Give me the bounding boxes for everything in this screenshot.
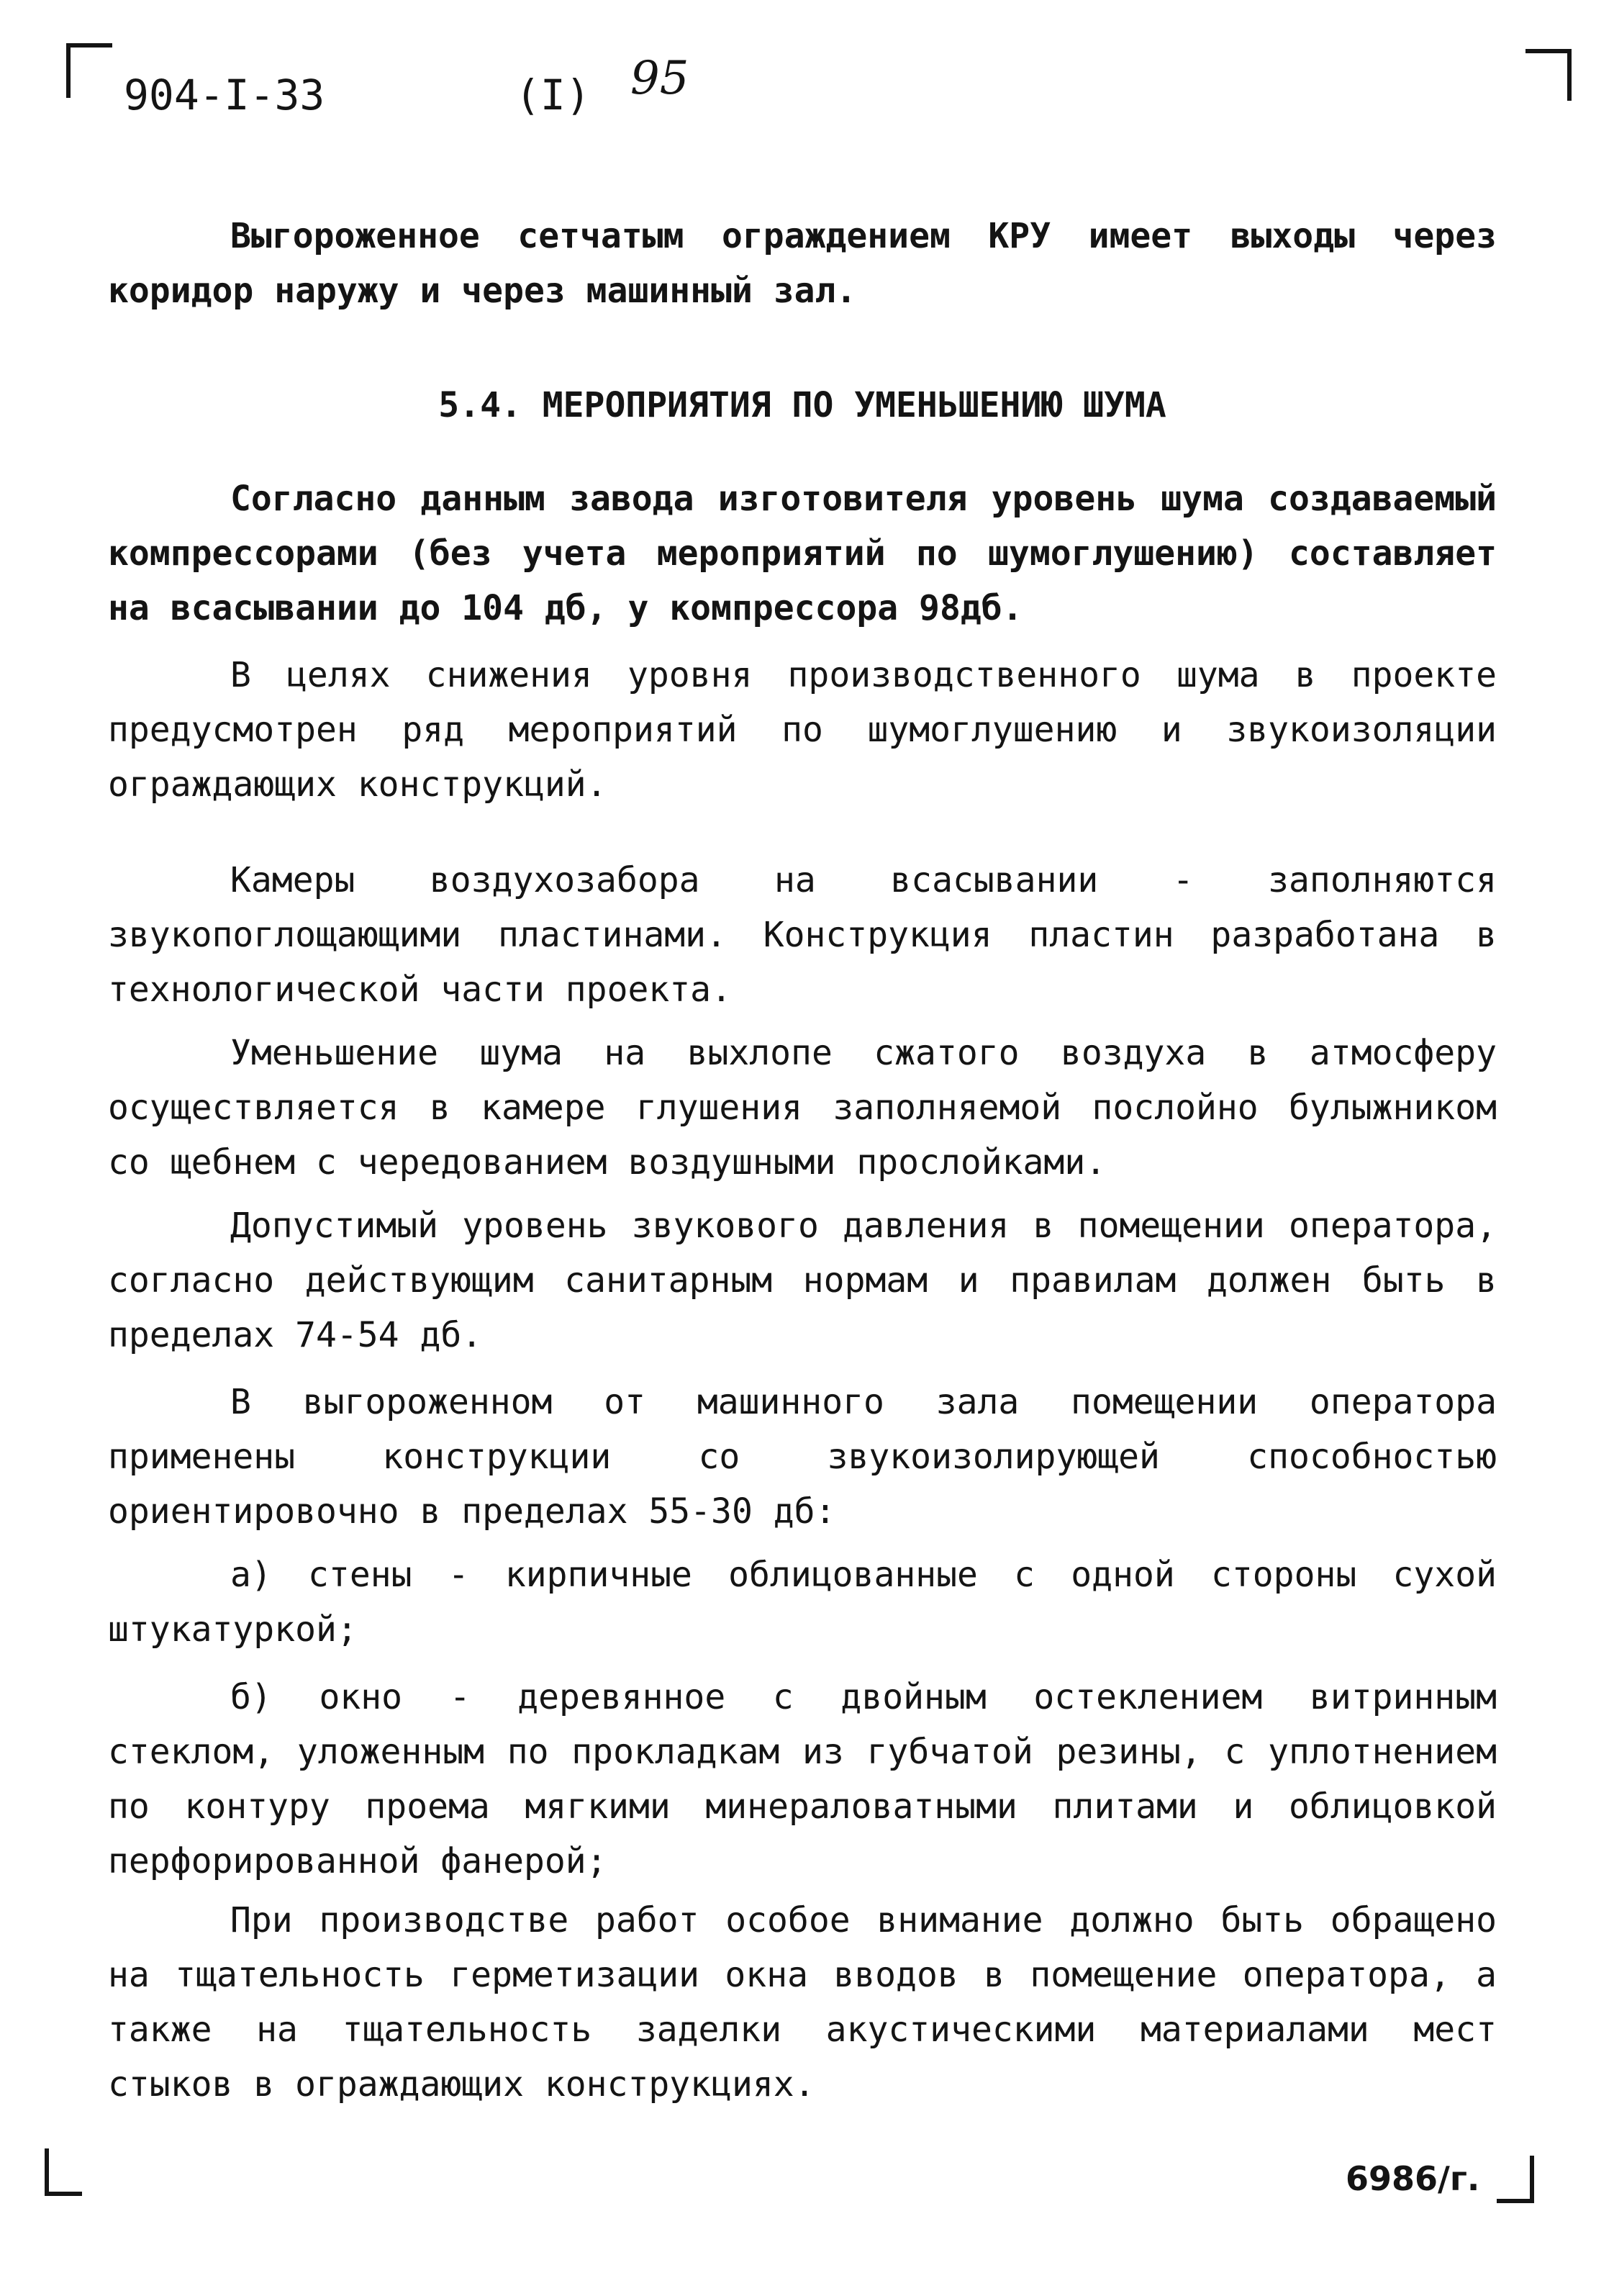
page-number: 95	[630, 52, 689, 105]
corner-mark-bottom-right	[1497, 2156, 1534, 2203]
list-item-window: б) окно - деревянное с двойным остеклением витринным стеклом, уложенным по прокладкам из губчатой резины, с уплотнением по контуру проема мягкими минераловатными плитами и облицовкой перфорированной фанерой;	[108, 1677, 1497, 1881]
paragraph-measures: В целях снижения уровня производственного шума в проекте предусмотрен ряд мероприятий по шумоглушению и звукоизоляции ограждающих конструкций.	[108, 655, 1497, 805]
corner-mark-bottom-left	[45, 2148, 82, 2196]
paragraph-workmanship: При производстве работ особое внимание должно быть обращено на тщательность герметизации окна вводов в помещение оператора, а также на тщательность заделки акустическими материалами мест стыков в ограждающих конструкциях.	[108, 1900, 1497, 2105]
list-item-walls: а) стены - кирпичные облицованные с одной стороны сухой штукатуркой;	[108, 1555, 1497, 1650]
intro-paragraph: Выгороженное сетчатым ограждением КРУ имеет выходы через коридор наружу и через машинный зал.	[108, 216, 1497, 311]
document-code: 904-I-33	[124, 71, 325, 119]
paragraph-permissible-level: Допустимый уровень звукового давления в помещении оператора, согласно действующим санитарным нормам и правилам должен быть в пределах 74-54 дб.	[108, 1206, 1497, 1355]
corner-mark-top-left	[66, 43, 112, 98]
paragraph-intake-chambers: Камеры воздухозабора на всасывании - заполняются звукопоглощающими пластинами. Конструкция пластин разработана в технологической части проекта.	[108, 860, 1497, 1010]
document-part: (I)	[515, 71, 591, 119]
paragraph-operator-room: В выгороженном от машинного зала помещении оператора применены конструкции со звукоизолирующей способностью ориентировочно в пределах 55-30 дб:	[108, 1382, 1497, 1532]
inventory-stamp: 6986/г.	[1346, 2159, 1480, 2198]
section-heading: 5.4. МЕРОПРИЯТИЯ ПО УМЕНЬШЕНИЮ ШУМА	[438, 385, 1166, 425]
paragraph-exhaust: Уменьшение шума на выхлопе сжатого воздуха в атмосферу осуществляется в камере глушения заполняемой послойно булыжником со щебнем с чередованием воздушными прослойками.	[108, 1033, 1497, 1183]
paragraph-noise-level: Согласно данным завода изготовителя уровень шума создаваемый компрессорами (без учета мероприятий по шумоглушению) составляет на всасывании до 104 дб, у компрессора 98дб.	[108, 479, 1497, 628]
corner-mark-top-right	[1525, 49, 1572, 101]
